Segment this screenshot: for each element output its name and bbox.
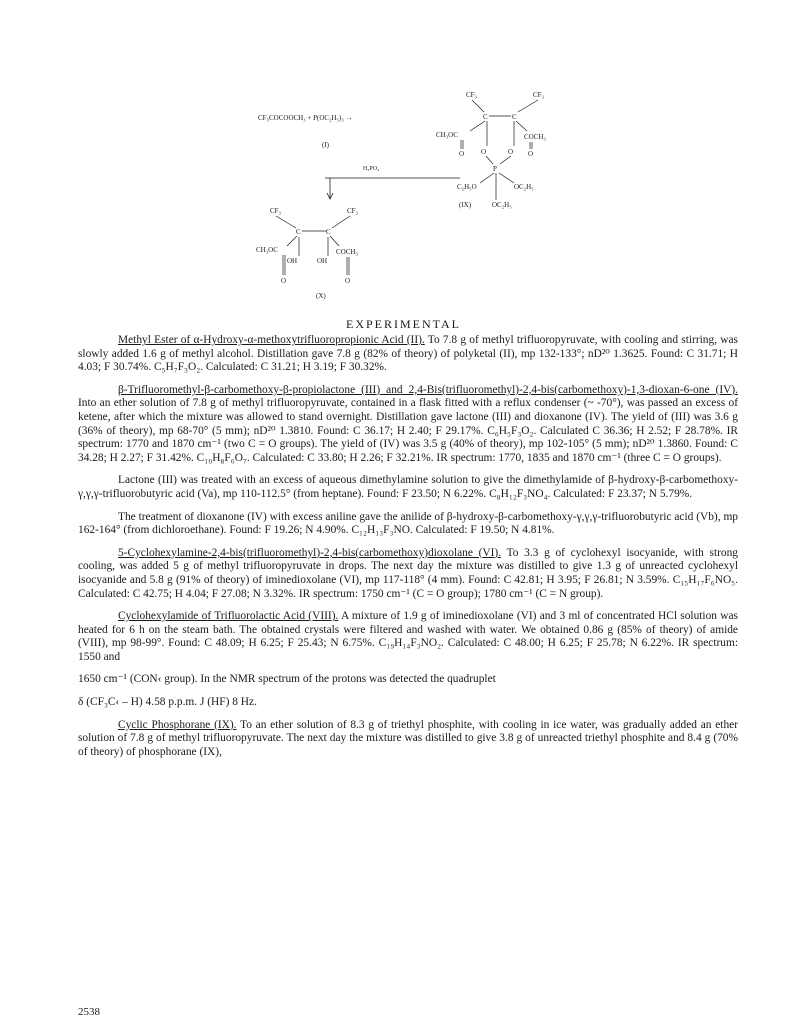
compound-title-II: Methyl Ester of α-Hydroxy-α-methoxytrifluoropropionic Acid (II).: [118, 334, 425, 346]
reaction-scheme: [0, 0, 807, 310]
paragraph-II-text: To 7.8 g of methyl trifluoropyruvate, with cooling and stirring, was slowly added 1.6 g of methyl alcohol. Distillation gave 7.8 g (82% of theory) of polyketal (II), mp 132-133°; nD²⁰ 1.3625. Found: C 31.71; H 4.03; F 30.74%. C₅H₇F₃O₂. Calculated: C 31.21; H 3.19; F 30.32%.: [78, 334, 738, 374]
paragraph-nmr: δ (CF₃C‹ – H) 4.58 p.p.m. J (HF) 8 Hz.: [78, 696, 257, 709]
paragraph-ir-continuation: 1650 cm⁻¹ (CON‹ group). In the NMR spectrum of the protons was detected the quadruplet: [78, 673, 496, 686]
x-o1: O: [281, 277, 287, 285]
compound-title-IX: Cyclic Phosphorane (IX).: [118, 718, 237, 731]
compound-title-VIII: Cyclohexylamide of Trifluorolactic Acid (VIII).: [118, 610, 339, 623]
x-oh1: OH: [287, 257, 298, 265]
ix-coch3: COCH₃: [524, 133, 546, 141]
compound-title-III-IV: β-Trifluoromethyl-β-carbomethoxy-β-propiolactone (III) and 2,4-Bis(trifluoromethyl)-2,4-bis(carbomethoxy)-1,3-dioxan-6-one (IV).: [118, 383, 738, 396]
x-c-right: C: [326, 228, 331, 236]
structure-X: [256, 207, 359, 300]
reaction-start-text: CF₃COCOOCH₃ + P(OC₂H₅)₃ →: [258, 114, 353, 122]
page-number: 2538: [78, 1006, 100, 1018]
paragraph-II: [78, 334, 738, 375]
x-ch3oc: CH₃OC: [256, 246, 278, 254]
label-I: (I): [322, 141, 329, 149]
x-label: (X): [316, 292, 326, 300]
compound-title-VI: 5-Cyclohexylamine-2,4-bis(trifluoromethyl)-2,4-bis(carbomethoxy)dioxolane (VI).: [118, 546, 502, 559]
paragraph-III-IV-text: Into an ether solution of 7.8 g of methyl trifluoropyruvate, contained in a flask fitted with a reflux condenser (~ -70°), was passed an excess of ketene, after which the mixture was allowed to stand overnight. Distillation gave lactone (III) and dioxanone (IV). The yield of (III) was 3.6 g (36% of theory), mp 68-70° (5 mm); nD²⁰ 1.3810. Found: C 36.17; H 2.40; F 29.17%. C₆H₅F₃O₂. Calculated C 36.36; H 2.52; F 28.78%. IR spectrum: 1770 and 1870 cm⁻¹ (two C = O groups). The yield of (IV) was 3.5 g (40% of theory), mp 102-105° (5 mm); nD²⁰ 1.3860. Found: C 34.28; H 2.27; F 31.42%. C₁₀H₈F₆O₇. Calculated: C 33.80; H 2.26; F 32.21%. IR spectrum: 1770, 1835 and 1870 cm⁻¹ (three C = O groups).: [78, 397, 738, 464]
ix-cf3-left: CF₃: [466, 91, 478, 99]
ix-o3: O: [508, 148, 514, 156]
paragraph-III-IV: [78, 384, 738, 466]
x-coch3: COCH₃: [336, 248, 358, 256]
paragraph-VIII-text: A mixture of 1.9 g of iminedioxolane (VI) and 3 ml of concentrated HCl solution was heated for 6 h on the steam bath. The obtained crystals were filtered and washed with water. We obtained 0.86 g (85% of theory) of amide (VIII), mp 98-99°. Found: C 48.09; H 6.25; F 25.43; N 6.75%. C₁₉H₁₄F₃NO₂. Calculated: C 48.00; H 6.25; F 25.78; N 6.22%. IR spectrum: 1550 and: [78, 610, 738, 663]
paragraph-VI-text: To 3.3 g of cyclohexyl isocyanide, with strong cooling, was added 5 g of methyl trifluoropyruvate in drops. The next day the mixture was distilled to give 1.3 g of unreacted cyclohexyl isocyanide and 5.8 g (91% of theory) of iminedioxolane (VI), mp 117-118° (4 mm). Found: C 42.81; H 3.95; F 26.81; N 3.59%. C₁₅H₁₇F₆NO₅. Calculated: C 42.75; H 4.04; F 27.08; N 3.32%. IR spectrum: 1750 cm⁻¹ (C = O group); 1780 cm⁻¹ (C = N group).: [78, 546, 738, 600]
x-bonds: [276, 216, 350, 275]
paragraph-Vb: The treatment of dioxanone (IV) with excess aniline gave the anilide of β-hydroxy-β-carbomethoxy-γ,γ,γ-trifluorobutyric acid (Vb), mp 162-164° (from dichloroethane). Found: F 19.26; N 4.90%. C₁₂H₁₃F₃NO. Calculated: F 19.50; N 4.81%.: [78, 510, 738, 537]
x-cf3-right: CF₃: [347, 207, 359, 215]
section-heading: EXPERIMENTAL: [345, 317, 462, 331]
ix-label: (IX): [459, 201, 472, 209]
x-cf3-left: CF₃: [270, 207, 282, 215]
ix-o2: O: [481, 148, 487, 156]
ix-oc2h5: OC₂H₅: [514, 183, 534, 191]
paragraph-VI: [78, 547, 738, 601]
x-oh2: OH: [317, 257, 328, 265]
paragraph-Va: Lactone (III) was treated with an excess of aqueous dimethylamine solution to give the dimethylamide of β-hydroxy-β-carbomethoxy-γ,γ,γ-trifluorobutyric acid (Va), mp 110-112.5° (from heptane). Found: F 23.50; N 6.22%. C₈H₁₂F₃NO₄. Calculated: F 23.37; N 5.79%.: [78, 474, 738, 500]
ix-p: P: [493, 165, 497, 173]
ix-ch3oc: CH₃OC: [436, 131, 458, 139]
reagent-label: H₃PO₄: [363, 166, 380, 172]
experimental-body: [78, 334, 738, 768]
paragraph-IX: [78, 719, 738, 760]
ix-c-left: C: [483, 113, 488, 121]
paragraph-VIII: [78, 610, 738, 664]
ix-o1: O: [459, 150, 465, 158]
ix-c2h5o: C₂H₅O: [457, 183, 477, 191]
x-c-left: C: [296, 228, 301, 236]
structure-IX: [436, 91, 546, 209]
ix-o4: O: [528, 150, 534, 158]
reaction-arrows: [325, 178, 460, 199]
ix-oc2h5-b: OC₂H₅: [492, 201, 512, 209]
paragraph-IX-text: To an ether solution of 8.3 g of triethyl phosphite, with cooling in ice water, was gradually added an ether solution of 7.8 g of methyl trifluoropyruvate. The next day the mixture was distilled to give 3.8 g of unreacted triethyl phosphite and 8.4 g (70% of theory) of phosphorane (IX),: [78, 718, 738, 758]
ix-c-right: C: [512, 113, 517, 121]
ix-cf3-right: CF₃: [533, 91, 545, 99]
x-o2: O: [345, 277, 351, 285]
